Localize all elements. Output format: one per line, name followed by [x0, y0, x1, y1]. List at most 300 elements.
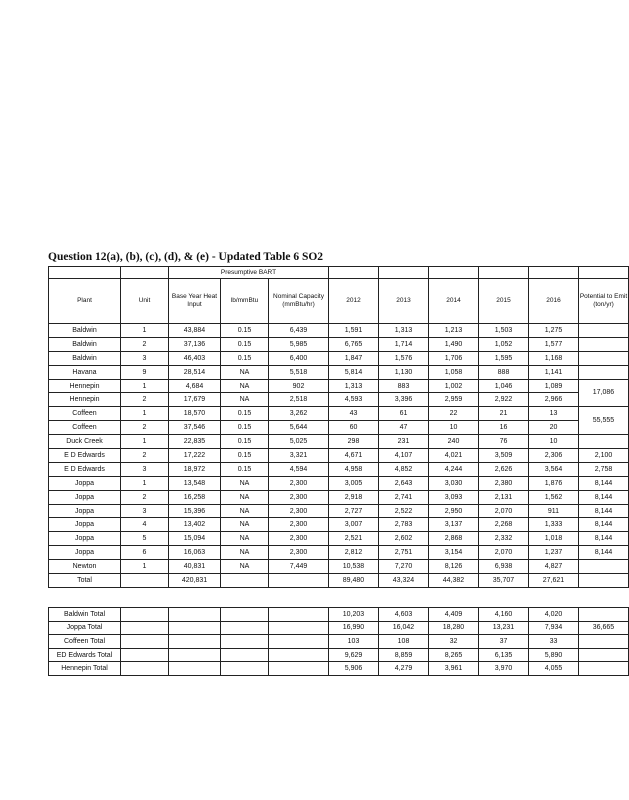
header-nominal-capacity: Nominal Capacity (mmBtu/hr) — [269, 279, 329, 324]
table-cell: 27,621 — [529, 574, 579, 588]
table-cell — [579, 337, 629, 351]
table-cell: 6,135 — [479, 648, 529, 662]
table-cell — [579, 648, 629, 662]
table-cell: 17,222 — [169, 449, 221, 463]
table-cell: 4,603 — [379, 608, 429, 622]
cell-unit: 1 — [121, 476, 169, 490]
table-cell: 4,279 — [379, 662, 429, 676]
table-row — [49, 546, 629, 560]
table-cell: 1,168 — [529, 351, 579, 365]
table-cell: 2,070 — [479, 504, 529, 518]
table-row — [49, 435, 629, 449]
table-cell: 16,258 — [169, 490, 221, 504]
header-plant: Plant — [49, 279, 121, 324]
table-row — [49, 337, 629, 351]
table-cell: 43,884 — [169, 324, 221, 338]
table-cell — [221, 621, 269, 635]
cell-unit: 4 — [121, 518, 169, 532]
table-cell: 20 — [529, 421, 579, 435]
table-cell: NA — [221, 476, 269, 490]
cell-plant: E D Edwards — [49, 449, 121, 463]
cell-plant: Duck Creek — [49, 435, 121, 449]
table-cell: 8,126 — [429, 560, 479, 574]
table-cell: 2,521 — [329, 532, 379, 546]
table-cell: 18,280 — [429, 621, 479, 635]
table-cell: 420,831 — [169, 574, 221, 588]
table-cell — [169, 635, 221, 649]
table-cell: 3,262 — [269, 407, 329, 421]
table-cell — [579, 662, 629, 676]
table-cell: 8,144 — [579, 546, 629, 560]
table-cell — [579, 574, 629, 588]
table-cell: 883 — [379, 379, 429, 393]
table-cell: 1,490 — [429, 337, 479, 351]
cell-plant: Hennepin — [49, 393, 121, 407]
table-cell: 10 — [529, 435, 579, 449]
table-cell: 4,160 — [479, 608, 529, 622]
cell-plant-total-label: Joppa Total — [49, 621, 121, 635]
table-cell: 3,007 — [329, 518, 379, 532]
table-cell: 44,382 — [429, 574, 479, 588]
table-cell: 0.15 — [221, 421, 269, 435]
cell-unit: 3 — [121, 462, 169, 476]
table-cell: 1,237 — [529, 546, 579, 560]
table-cell — [221, 662, 269, 676]
table-cell: 2,131 — [479, 490, 529, 504]
table-cell — [269, 574, 329, 588]
column-header-row — [49, 279, 629, 324]
table-cell: 10,538 — [329, 560, 379, 574]
header-2016: 2016 — [529, 279, 579, 324]
table-cell: 5,644 — [269, 421, 329, 435]
table-cell: 2,602 — [379, 532, 429, 546]
table-cell: 2,959 — [429, 393, 479, 407]
table-cell: 5,518 — [269, 365, 329, 379]
table-cell — [121, 662, 169, 676]
cell-plant: Joppa — [49, 490, 121, 504]
table-cell: 28,514 — [169, 365, 221, 379]
table-cell: 8,859 — [379, 648, 429, 662]
table-cell: 16,063 — [169, 546, 221, 560]
table-cell: 1,847 — [329, 351, 379, 365]
table-cell: 89,480 — [329, 574, 379, 588]
group-header-row — [49, 267, 629, 279]
cell-plant: Baldwin — [49, 324, 121, 338]
table-cell: 4,107 — [379, 449, 429, 463]
cell-plant-total-label: Coffeen Total — [49, 635, 121, 649]
table-cell: 17,679 — [169, 393, 221, 407]
table-cell: 2,306 — [529, 449, 579, 463]
table-cell: 1,275 — [529, 324, 579, 338]
table-cell — [269, 621, 329, 635]
table-cell — [169, 648, 221, 662]
total-row — [49, 574, 629, 588]
table-cell: 1,213 — [429, 324, 479, 338]
plant-total-row — [49, 662, 629, 676]
table-row — [49, 407, 629, 421]
table-row — [49, 351, 629, 365]
table-cell: NA — [221, 546, 269, 560]
table-cell: 4,244 — [429, 462, 479, 476]
header-2015: 2015 — [479, 279, 529, 324]
table-cell: 1,706 — [429, 351, 479, 365]
cell-unit: 6 — [121, 546, 169, 560]
table-cell: 21 — [479, 407, 529, 421]
table-cell: 1,577 — [529, 337, 579, 351]
cell-plant: Joppa — [49, 532, 121, 546]
table-cell: 5,890 — [529, 648, 579, 662]
table-cell: 5,985 — [269, 337, 329, 351]
cell-unit: 2 — [121, 449, 169, 463]
table-cell: 2,300 — [269, 504, 329, 518]
table-cell: 16 — [479, 421, 529, 435]
plant-total-row — [49, 648, 629, 662]
cell-plant: Baldwin — [49, 337, 121, 351]
table-cell: 2,100 — [579, 449, 629, 463]
table-row — [49, 504, 629, 518]
table-cell: 33 — [529, 635, 579, 649]
table-cell: 9,629 — [329, 648, 379, 662]
cell-unit: 2 — [121, 490, 169, 504]
table-cell: 0.15 — [221, 337, 269, 351]
table-cell: 13,402 — [169, 518, 221, 532]
table-cell: 5,906 — [329, 662, 379, 676]
table-cell: 1,002 — [429, 379, 479, 393]
table-cell: 3,005 — [329, 476, 379, 490]
header-2012: 2012 — [329, 279, 379, 324]
table-cell — [269, 635, 329, 649]
table-cell: 2,300 — [269, 532, 329, 546]
table-cell: 15,396 — [169, 504, 221, 518]
table-cell — [579, 365, 629, 379]
table-cell — [169, 608, 221, 622]
table-cell: NA — [221, 560, 269, 574]
table-cell: 22,835 — [169, 435, 221, 449]
cell-unit: 1 — [121, 407, 169, 421]
so2-table — [48, 266, 629, 588]
table-cell: 0.15 — [221, 407, 269, 421]
table-cell: 3,564 — [529, 462, 579, 476]
table-cell — [169, 662, 221, 676]
table-cell: 3,396 — [379, 393, 429, 407]
table-cell: 2,812 — [329, 546, 379, 560]
table-cell: 902 — [269, 379, 329, 393]
table-cell — [169, 621, 221, 635]
table-cell: 6,765 — [329, 337, 379, 351]
table-cell: 2,626 — [479, 462, 529, 476]
table-cell: 3,137 — [429, 518, 479, 532]
table-cell: 0.15 — [221, 449, 269, 463]
table-cell: 47 — [379, 421, 429, 435]
table-cell: 2,922 — [479, 393, 529, 407]
table-cell: 8,144 — [579, 476, 629, 490]
table-cell: 0.15 — [221, 351, 269, 365]
table-cell: 5,814 — [329, 365, 379, 379]
cell-plant: Hennepin — [49, 379, 121, 393]
table-cell — [221, 635, 269, 649]
table-cell — [579, 351, 629, 365]
cell-plant: E D Edwards — [49, 462, 121, 476]
table-row — [49, 476, 629, 490]
table-cell: 4,671 — [329, 449, 379, 463]
cell-plant: Joppa — [49, 504, 121, 518]
table-cell: 60 — [329, 421, 379, 435]
header-lb-mmbtu: lb/mmBtu — [221, 279, 269, 324]
table-cell: NA — [221, 518, 269, 532]
table-cell: NA — [221, 365, 269, 379]
table-cell: 40,831 — [169, 560, 221, 574]
table-cell — [579, 608, 629, 622]
table-cell: 15,094 — [169, 532, 221, 546]
plant-total-row — [49, 621, 629, 635]
table-cell: NA — [221, 490, 269, 504]
table-cell: 1,576 — [379, 351, 429, 365]
table-cell: 4,593 — [329, 393, 379, 407]
cell-plant: Baldwin — [49, 351, 121, 365]
cell-unit: 1 — [121, 435, 169, 449]
table-cell: 37 — [479, 635, 529, 649]
table-row — [49, 324, 629, 338]
cell-plant: Joppa — [49, 518, 121, 532]
table-cell — [121, 648, 169, 662]
table-cell: NA — [221, 379, 269, 393]
table-row — [49, 490, 629, 504]
table-cell: 22 — [429, 407, 479, 421]
table-cell: 1,313 — [329, 379, 379, 393]
table-cell: 8,144 — [579, 532, 629, 546]
table-cell: 2,950 — [429, 504, 479, 518]
cell-unit: 2 — [121, 337, 169, 351]
plant-total-row — [49, 608, 629, 622]
table-row — [49, 462, 629, 476]
table-cell: 1,089 — [529, 379, 579, 393]
table-cell — [269, 608, 329, 622]
cell-unit: 2 — [121, 421, 169, 435]
cell-unit: 3 — [121, 351, 169, 365]
table-cell: 7,449 — [269, 560, 329, 574]
table-cell: 4,958 — [329, 462, 379, 476]
cell-plant: Joppa — [49, 476, 121, 490]
cell-plant: Total — [49, 574, 121, 588]
table-cell: 4,021 — [429, 449, 479, 463]
table-cell: 888 — [479, 365, 529, 379]
table-cell: 4,055 — [529, 662, 579, 676]
table-cell: 13,231 — [479, 621, 529, 635]
table-cell — [121, 635, 169, 649]
table-row — [49, 518, 629, 532]
presumptive-bart-header: Presumptive BART — [169, 267, 329, 279]
table-cell — [269, 648, 329, 662]
table-cell: 2,751 — [379, 546, 429, 560]
table-cell: 103 — [329, 635, 379, 649]
table-cell: 1,141 — [529, 365, 579, 379]
cell-plant: Coffeen — [49, 421, 121, 435]
table-cell: 2,070 — [479, 546, 529, 560]
table-row — [49, 379, 629, 393]
table-cell: 2,727 — [329, 504, 379, 518]
cell-unit: 9 — [121, 365, 169, 379]
table-cell — [579, 435, 629, 449]
table-cell: 1,058 — [429, 365, 479, 379]
table-cell — [579, 635, 629, 649]
cell-potential-coffeen: 55,555 — [579, 407, 629, 435]
table-cell: 0.15 — [221, 435, 269, 449]
table-cell: 231 — [379, 435, 429, 449]
table-cell — [121, 621, 169, 635]
cell-plant: Coffeen — [49, 407, 121, 421]
cell-plant-total-label: Baldwin Total — [49, 608, 121, 622]
table-cell: 10 — [429, 421, 479, 435]
table-cell: 3,093 — [429, 490, 479, 504]
table-cell: 2,300 — [269, 518, 329, 532]
table-cell: 61 — [379, 407, 429, 421]
plant-totals-table — [48, 607, 629, 676]
table-row — [49, 449, 629, 463]
table-cell: 32 — [429, 635, 479, 649]
table-cell: 13 — [529, 407, 579, 421]
table-cell: 18,972 — [169, 462, 221, 476]
table-cell: 3,321 — [269, 449, 329, 463]
cell-unit: 1 — [121, 379, 169, 393]
table-cell: 4,020 — [529, 608, 579, 622]
table-cell — [579, 560, 629, 574]
cell-unit: 1 — [121, 324, 169, 338]
table-cell: 4,594 — [269, 462, 329, 476]
table-cell — [221, 648, 269, 662]
cell-plant-total-label: ED Edwards Total — [49, 648, 121, 662]
table-cell — [121, 608, 169, 622]
table-cell: 240 — [429, 435, 479, 449]
table-title: Question 12(a), (b), (c), (d), & (e) - Updated Table 6 SO2 — [48, 251, 324, 263]
table-cell: 1,018 — [529, 532, 579, 546]
table-cell: 3,154 — [429, 546, 479, 560]
cell-unit: 1 — [121, 560, 169, 574]
table-cell: 2,300 — [269, 490, 329, 504]
table-cell: 2,380 — [479, 476, 529, 490]
table-cell: 36,665 — [579, 621, 629, 635]
table-cell: 1,595 — [479, 351, 529, 365]
table-cell: 6,400 — [269, 351, 329, 365]
table-cell: 4,409 — [429, 608, 479, 622]
table-cell: 1,313 — [379, 324, 429, 338]
table-cell: 4,852 — [379, 462, 429, 476]
table-cell: NA — [221, 504, 269, 518]
table-cell: 298 — [329, 435, 379, 449]
table-cell: 1,046 — [479, 379, 529, 393]
table-cell: 3,509 — [479, 449, 529, 463]
plant-total-row — [49, 635, 629, 649]
table-cell: 1,052 — [479, 337, 529, 351]
table-cell: 18,570 — [169, 407, 221, 421]
cell-potential-hennepin: 17,086 — [579, 379, 629, 407]
table-cell: 13,548 — [169, 476, 221, 490]
table-cell: 2,300 — [269, 546, 329, 560]
table-cell: 108 — [379, 635, 429, 649]
table-cell: 2,518 — [269, 393, 329, 407]
table-cell: 1,130 — [379, 365, 429, 379]
table-cell: 16,990 — [329, 621, 379, 635]
header-2014: 2014 — [429, 279, 479, 324]
table-cell: 2,966 — [529, 393, 579, 407]
table-cell: 2,332 — [479, 532, 529, 546]
table-cell: 3,970 — [479, 662, 529, 676]
table-cell: 1,333 — [529, 518, 579, 532]
table-cell — [221, 574, 269, 588]
table-cell: NA — [221, 532, 269, 546]
table-cell: 6,439 — [269, 324, 329, 338]
table-cell: 2,868 — [429, 532, 479, 546]
cell-unit: 5 — [121, 532, 169, 546]
table-cell: 10,203 — [329, 608, 379, 622]
table-cell — [269, 662, 329, 676]
table-cell: 1,714 — [379, 337, 429, 351]
table-row — [49, 421, 629, 435]
table-cell: 2,643 — [379, 476, 429, 490]
table-cell: 2,918 — [329, 490, 379, 504]
table-cell: 1,562 — [529, 490, 579, 504]
table-cell: 7,270 — [379, 560, 429, 574]
cell-plant: Newton — [49, 560, 121, 574]
table-row — [49, 532, 629, 546]
table-cell: 5,025 — [269, 435, 329, 449]
table-cell: 37,546 — [169, 421, 221, 435]
table-cell — [221, 608, 269, 622]
cell-plant: Havana — [49, 365, 121, 379]
table-cell: 43 — [329, 407, 379, 421]
table-row — [49, 393, 629, 407]
table-row — [49, 365, 629, 379]
table-cell: 0.15 — [221, 462, 269, 476]
table-cell: 43,324 — [379, 574, 429, 588]
table-cell: 8,144 — [579, 518, 629, 532]
table-cell: 0.15 — [221, 324, 269, 338]
table-cell: NA — [221, 393, 269, 407]
cell-plant-total-label: Hennepin Total — [49, 662, 121, 676]
table-cell: 7,934 — [529, 621, 579, 635]
table-cell: 2,300 — [269, 476, 329, 490]
header-unit: Unit — [121, 279, 169, 324]
table-cell: 3,030 — [429, 476, 479, 490]
table-cell: 1,876 — [529, 476, 579, 490]
table-cell: 911 — [529, 504, 579, 518]
cell-unit — [121, 574, 169, 588]
table-cell: 16,042 — [379, 621, 429, 635]
table-cell: 8,265 — [429, 648, 479, 662]
table-cell: 1,591 — [329, 324, 379, 338]
header-base-year-heat-input: Base Year Heat Input — [169, 279, 221, 324]
cell-unit: 3 — [121, 504, 169, 518]
table-cell: 76 — [479, 435, 529, 449]
table-cell: 37,136 — [169, 337, 221, 351]
table-cell: 3,961 — [429, 662, 479, 676]
table-cell: 6,938 — [479, 560, 529, 574]
header-potential-to-emit: Potential to Emit (ton/yr) — [579, 279, 629, 324]
table-cell: 2,741 — [379, 490, 429, 504]
table-cell: 35,707 — [479, 574, 529, 588]
table-row — [49, 560, 629, 574]
header-2013: 2013 — [379, 279, 429, 324]
table-cell: 8,144 — [579, 490, 629, 504]
table-cell: 2,522 — [379, 504, 429, 518]
table-cell: 2,268 — [479, 518, 529, 532]
table-cell: 4,684 — [169, 379, 221, 393]
cell-unit: 2 — [121, 393, 169, 407]
table-cell: 2,783 — [379, 518, 429, 532]
cell-plant: Joppa — [49, 546, 121, 560]
table-cell: 1,503 — [479, 324, 529, 338]
table-cell: 4,827 — [529, 560, 579, 574]
table-cell: 46,403 — [169, 351, 221, 365]
